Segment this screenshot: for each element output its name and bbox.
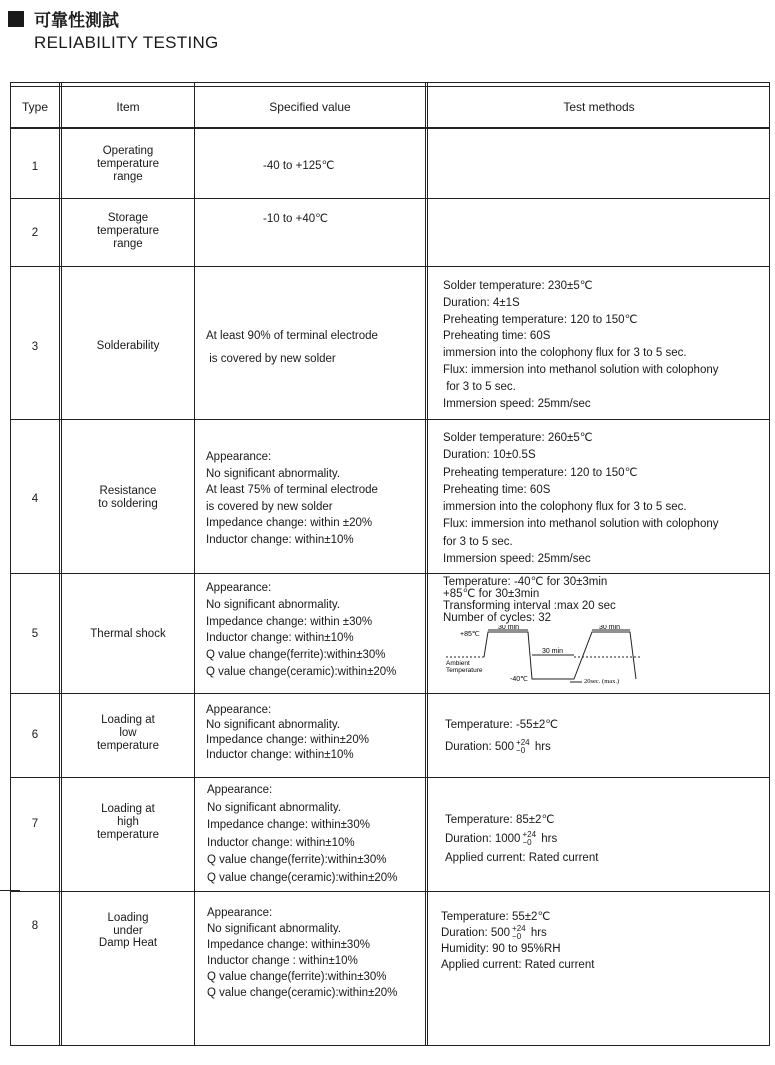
row-4-spec: Appearance: No significant abnormality. At least 75% of terminal electrode is covered by new solder Impedance change: within ±20% Inductor change: within±10% xyxy=(206,451,378,546)
diagram-dur-mid: 30 min xyxy=(542,648,564,655)
title-zh-text: 可靠性測試 xyxy=(34,11,119,31)
section-title-en: RELIABILITY TESTING xyxy=(34,33,219,52)
diagram-hot-label: +85℃ xyxy=(460,631,480,638)
row-6-method: Temperature: -55±2℃ Duration: 500 +24 −0 hrs xyxy=(445,719,559,755)
diagram-cold-label: -40℃ xyxy=(510,676,528,683)
header-test-methods: Test methods xyxy=(563,100,635,114)
header-specified-value: Specified value xyxy=(269,100,351,114)
row-2-type: 2 xyxy=(31,227,39,239)
row-7-spec: Appearance: No significant abnormality. Impedance change: within±30% Inductor change: within±10% Q value change(ferrite):within±30% Q value change(ceramic):within±20% xyxy=(207,784,398,884)
row-8-spec: Appearance: No significant abnormality. Impedance change: within±30% Inductor change : within±10% Q value change(ferrite):within±30% Q value change(ceramic):within±20% xyxy=(207,907,398,999)
reliability-table xyxy=(10,82,770,1046)
row-6-spec: Appearance: No significant abnormality. Impedance change: within±20% Inductor change: within±10% xyxy=(206,704,369,761)
row-1-item: Operating temperature range xyxy=(96,145,159,183)
row-3-type: 3 xyxy=(31,341,39,353)
row-2-item: Storage temperature range xyxy=(96,212,159,250)
row-5-method: Temperature: -40℃ for 30±3min +85℃ for 30±3min Transforming interval :max 20 sec Number of cycles: 32 xyxy=(443,576,616,624)
row-3-method: Solder temperature: 230±5℃ Duration: 4±1S Preheating temperature: 120 to 150℃ Preheating time: 60S immersion into the colophony flux for 3 to 5 sec. Flux: immersion into methanol solution with colophony for 3 to 5 sec. Immersion speed: 25mm/sec xyxy=(443,280,719,410)
row-5-type: 5 xyxy=(31,628,39,640)
row-6-item: Loading at low temperature xyxy=(96,714,159,752)
row-5-spec: Appearance: No significant abnormality. Impedance change: within ±30% Inductor change: within±10% Q value change(ferrite):within±30% Q value change(ceramic):within±20% xyxy=(206,582,397,678)
row-7-type: 7 xyxy=(31,818,39,830)
header-type: Type xyxy=(21,100,48,114)
row-3-item: Solderability xyxy=(96,340,160,352)
row-2-spec: -10 to +40℃ xyxy=(263,213,329,225)
diagram-ambient-label-2: Temperature xyxy=(446,667,483,674)
row-4-method: Solder temperature: 260±5℃ Duration: 10±0.5S Preheating temperature: 120 to 150℃ Preheating time: 60S immersion into the colophony flux for 3 to 5 sec. Flux: immersion into methanol solution with colophony for 3 to 5 sec. Immersion speed: 25mm/sec xyxy=(443,432,719,566)
diagram-dur-hot1: 30 min xyxy=(498,625,520,631)
row-1-type: 1 xyxy=(31,161,39,173)
row-4-item: Resistance to soldering xyxy=(98,485,158,510)
margin-rule xyxy=(0,890,20,891)
row-8-method: Temperature: 55±2℃ Duration: 500 +24 −0 hrs Humidity: 90 to 95%RH Applied current: Rated current xyxy=(441,911,595,972)
row-7-item: Loading at high temperature xyxy=(96,803,159,841)
square-bullet-icon xyxy=(8,11,24,27)
header-item: Item xyxy=(116,100,140,114)
row-6-type: 6 xyxy=(31,729,39,741)
section-title-zh xyxy=(8,6,119,31)
row-4-type: 4 xyxy=(31,493,39,505)
row-7-method: Temperature: 85±2℃ Duration: 1000 +24 −0 hrs Applied current: Rated current xyxy=(445,814,599,864)
row-8-type: 8 xyxy=(31,920,39,932)
diagram-transfer-label: 20sec. (max.) xyxy=(584,678,620,685)
diagram-ambient-label: Ambient xyxy=(446,660,470,667)
row-5-item: Thermal shock xyxy=(90,628,166,640)
row-3-spec: At least 90% of terminal electrode is covered by new solder xyxy=(206,330,378,365)
row-1-spec: -40 to +125℃ xyxy=(263,160,335,172)
row-8-item: Loading under Damp Heat xyxy=(98,912,158,949)
diagram-dur-hot2: 30 min xyxy=(599,625,621,631)
thermal-shock-diagram xyxy=(444,625,644,687)
